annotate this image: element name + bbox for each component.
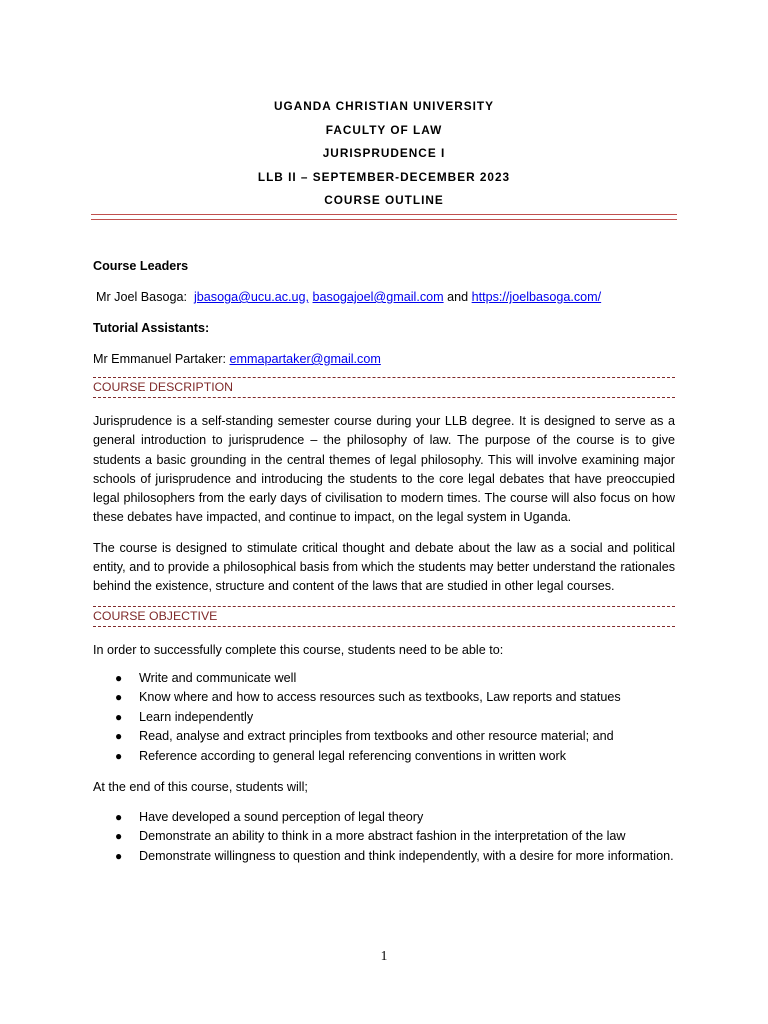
course-description-paragraph-1: Jurisprudence is a self-standing semester course during your LLB degree. It is designed to serve as a general introduction to jurisprudence – the philosophy of law. The purpose of the course is to give students a basic grounding in the central themes of legal philosophy. This will involve examining major schools of jurisprudence and introducing the students to the core legal debates that have preoccupied legal philosophers from the early days of civilisation to modern times. The course will also focus on how these debates have impacted, and continue to impact, on the legal system in Uganda.	[93, 413, 675, 525]
outcomes-intro: At the end of this course, students will;	[93, 780, 308, 795]
list-item: ● Demonstrate an ability to think in a more abstract fashion in the interpretation of the law	[93, 827, 675, 847]
bullet-icon: ●	[115, 809, 123, 824]
list-item: ● Demonstrate willingness to question and think independently, with a desire for more information.	[93, 847, 675, 867]
course-leaders-heading: Course Leaders	[93, 258, 189, 273]
page-number: 1	[380, 948, 388, 963]
and-text: and	[447, 289, 469, 304]
bullet-icon: ●	[115, 690, 123, 705]
course-term: LLB II – SEPTEMBER-DECEMBER 2023	[257, 169, 511, 184]
faculty-name: FACULTY OF LAW	[325, 122, 443, 137]
bullet-icon: ●	[115, 848, 123, 863]
course-leader-website-link[interactable]: https://joelbasoga.com/	[471, 289, 602, 304]
bullet-icon: ●	[115, 729, 123, 744]
tutorial-assistant-email-link[interactable]: emmapartaker@gmail.com	[229, 351, 381, 366]
course-objective-heading: COURSE OBJECTIVE	[93, 606, 675, 627]
list-item: ● Learn independently	[93, 708, 675, 728]
document-title: COURSE OUTLINE	[324, 193, 444, 208]
course-leader-name: Mr Joel Basoga:	[96, 289, 187, 304]
course-leader-email-link[interactable]: jbasoga@ucu.ac.ug,	[194, 289, 310, 304]
tutorial-assistants-heading: Tutorial Assistants:	[93, 320, 210, 335]
tutorial-assistant-contact	[93, 350, 675, 368]
objectives-intro: In order to successfully complete this course, students need to be able to:	[93, 642, 504, 657]
header-divider	[91, 214, 677, 220]
list-item: ● Know where and how to access resources such as textbooks, Law reports and statues	[93, 688, 675, 708]
outcomes-list	[93, 808, 675, 867]
course-leader-contact	[93, 288, 675, 306]
list-item: ● Read, analyse and extract principles from textbooks and other resource material; and	[93, 727, 675, 747]
bullet-icon: ●	[115, 829, 123, 844]
course-leader-gmail-link[interactable]: basogajoel@gmail.com	[312, 289, 444, 304]
course-description-paragraph-2: The course is designed to stimulate critical thought and debate about the law as a social and political entity, and to provide a philosophical basis from which the students may better understand the rationales behind the existence, structure and content of the laws that are studied in other legal courses.	[93, 540, 675, 594]
university-name: UGANDA CHRISTIAN UNIVERSITY	[274, 99, 494, 113]
document-page	[93, 95, 675, 866]
course-description-heading: COURSE DESCRIPTION	[93, 377, 675, 398]
list-item: ● Reference according to general legal referencing conventions in written work	[93, 747, 675, 767]
document-header	[93, 95, 675, 213]
list-item: ● Have developed a sound perception of legal theory	[93, 808, 675, 828]
objectives-list	[93, 669, 675, 767]
tutorial-assistant-name: Mr Emmanuel Partaker:	[93, 351, 226, 366]
bullet-icon: ●	[115, 748, 123, 763]
course-name: JURISPRUDENCE I	[322, 146, 446, 161]
bullet-icon: ●	[115, 709, 123, 724]
bullet-icon: ●	[115, 670, 123, 685]
list-item: ● Write and communicate well	[93, 669, 675, 689]
